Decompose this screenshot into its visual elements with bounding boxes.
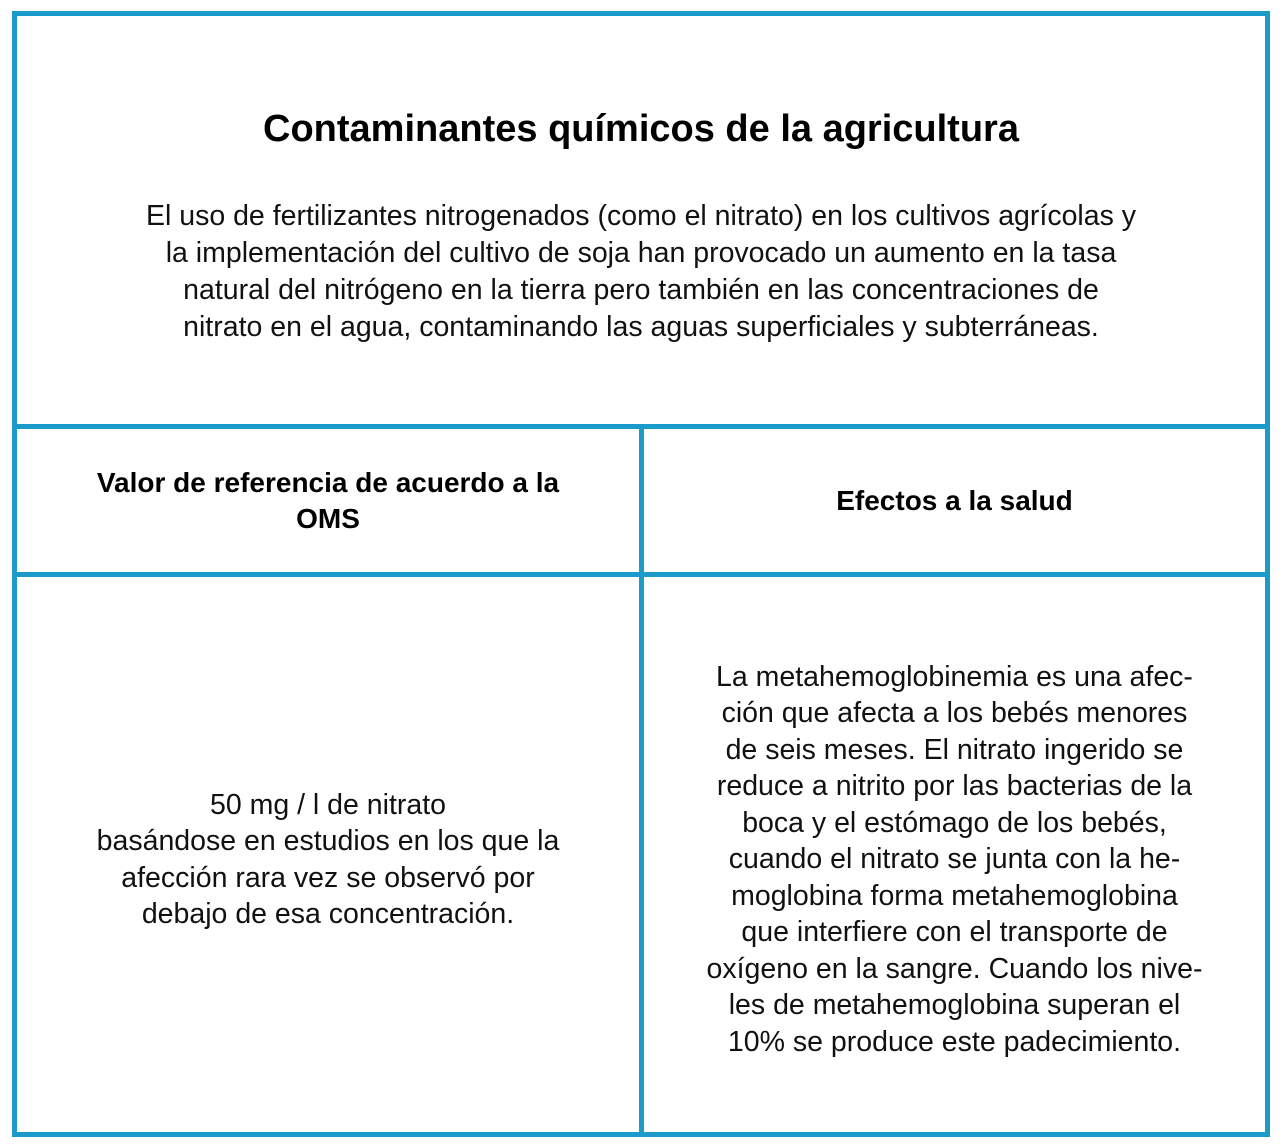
health-effects-line: de seis meses. El nitrato ingerido se	[725, 733, 1184, 766]
header-effects-cell	[644, 429, 1265, 572]
header-effects-label: Efectos a la salud	[836, 484, 1073, 516]
intro-line: nitrato en el agua, contaminando las aguas superficiales y subterráneas.	[183, 311, 1099, 343]
intro-paragraph	[32, 198, 1250, 346]
health-effects-text	[707, 659, 1203, 1061]
reference-value-line: debajo de esa concentración.	[141, 898, 515, 930]
health-effects-line: les de metahemoglobina superan el	[728, 989, 1181, 1022]
reference-value-text	[97, 787, 560, 933]
intro-line: natural del nitrógeno en la tierra pero también en las concentraciones de	[183, 274, 1099, 306]
health-effects-line: ción que afecta a los bebés menores	[721, 697, 1188, 730]
health-effects-line: cuando el nitrato se junta con la he-	[728, 843, 1181, 876]
document-title: Contaminantes químicos de la agricultura	[263, 108, 1019, 150]
health-effects-line: moglobina forma metahemoglobina	[731, 879, 1178, 912]
header-reference-line: OMS	[296, 502, 360, 534]
header-reference-label	[97, 465, 559, 537]
health-effects-line: que interfiere con el transporte de	[741, 916, 1168, 949]
reference-value-line: 50 mg / l de nitrato	[209, 788, 447, 821]
health-effects-cell	[644, 577, 1265, 1132]
reference-value-line: afección rara vez se observó por	[121, 861, 535, 894]
health-effects-line: reduce a nitrito por las bacterias de la	[716, 770, 1193, 803]
reference-value-line: basándose en estudios en los que la	[96, 825, 560, 857]
intro-line: la implementación del cultivo de soja han provocado un aumento en la tasa	[165, 237, 1117, 269]
health-effects-line: oxígeno en la sangre. Cuando los nive-	[706, 952, 1203, 985]
reference-value-cell	[17, 577, 639, 1132]
health-effects-line: 10% se produce este padecimiento.	[727, 1025, 1182, 1058]
health-effects-line: boca y el estómago de los bebés,	[742, 806, 1167, 839]
header-reference-cell	[17, 429, 639, 572]
intro-line: El uso de fertilizantes nitrogenados (como el nitrato) en los cultivos agrícolas y	[145, 200, 1137, 232]
header-reference-line: Valor de referencia de acuerdo a la	[96, 466, 560, 498]
health-effects-line: La metahemoglobinemia es una afec-	[716, 660, 1193, 693]
